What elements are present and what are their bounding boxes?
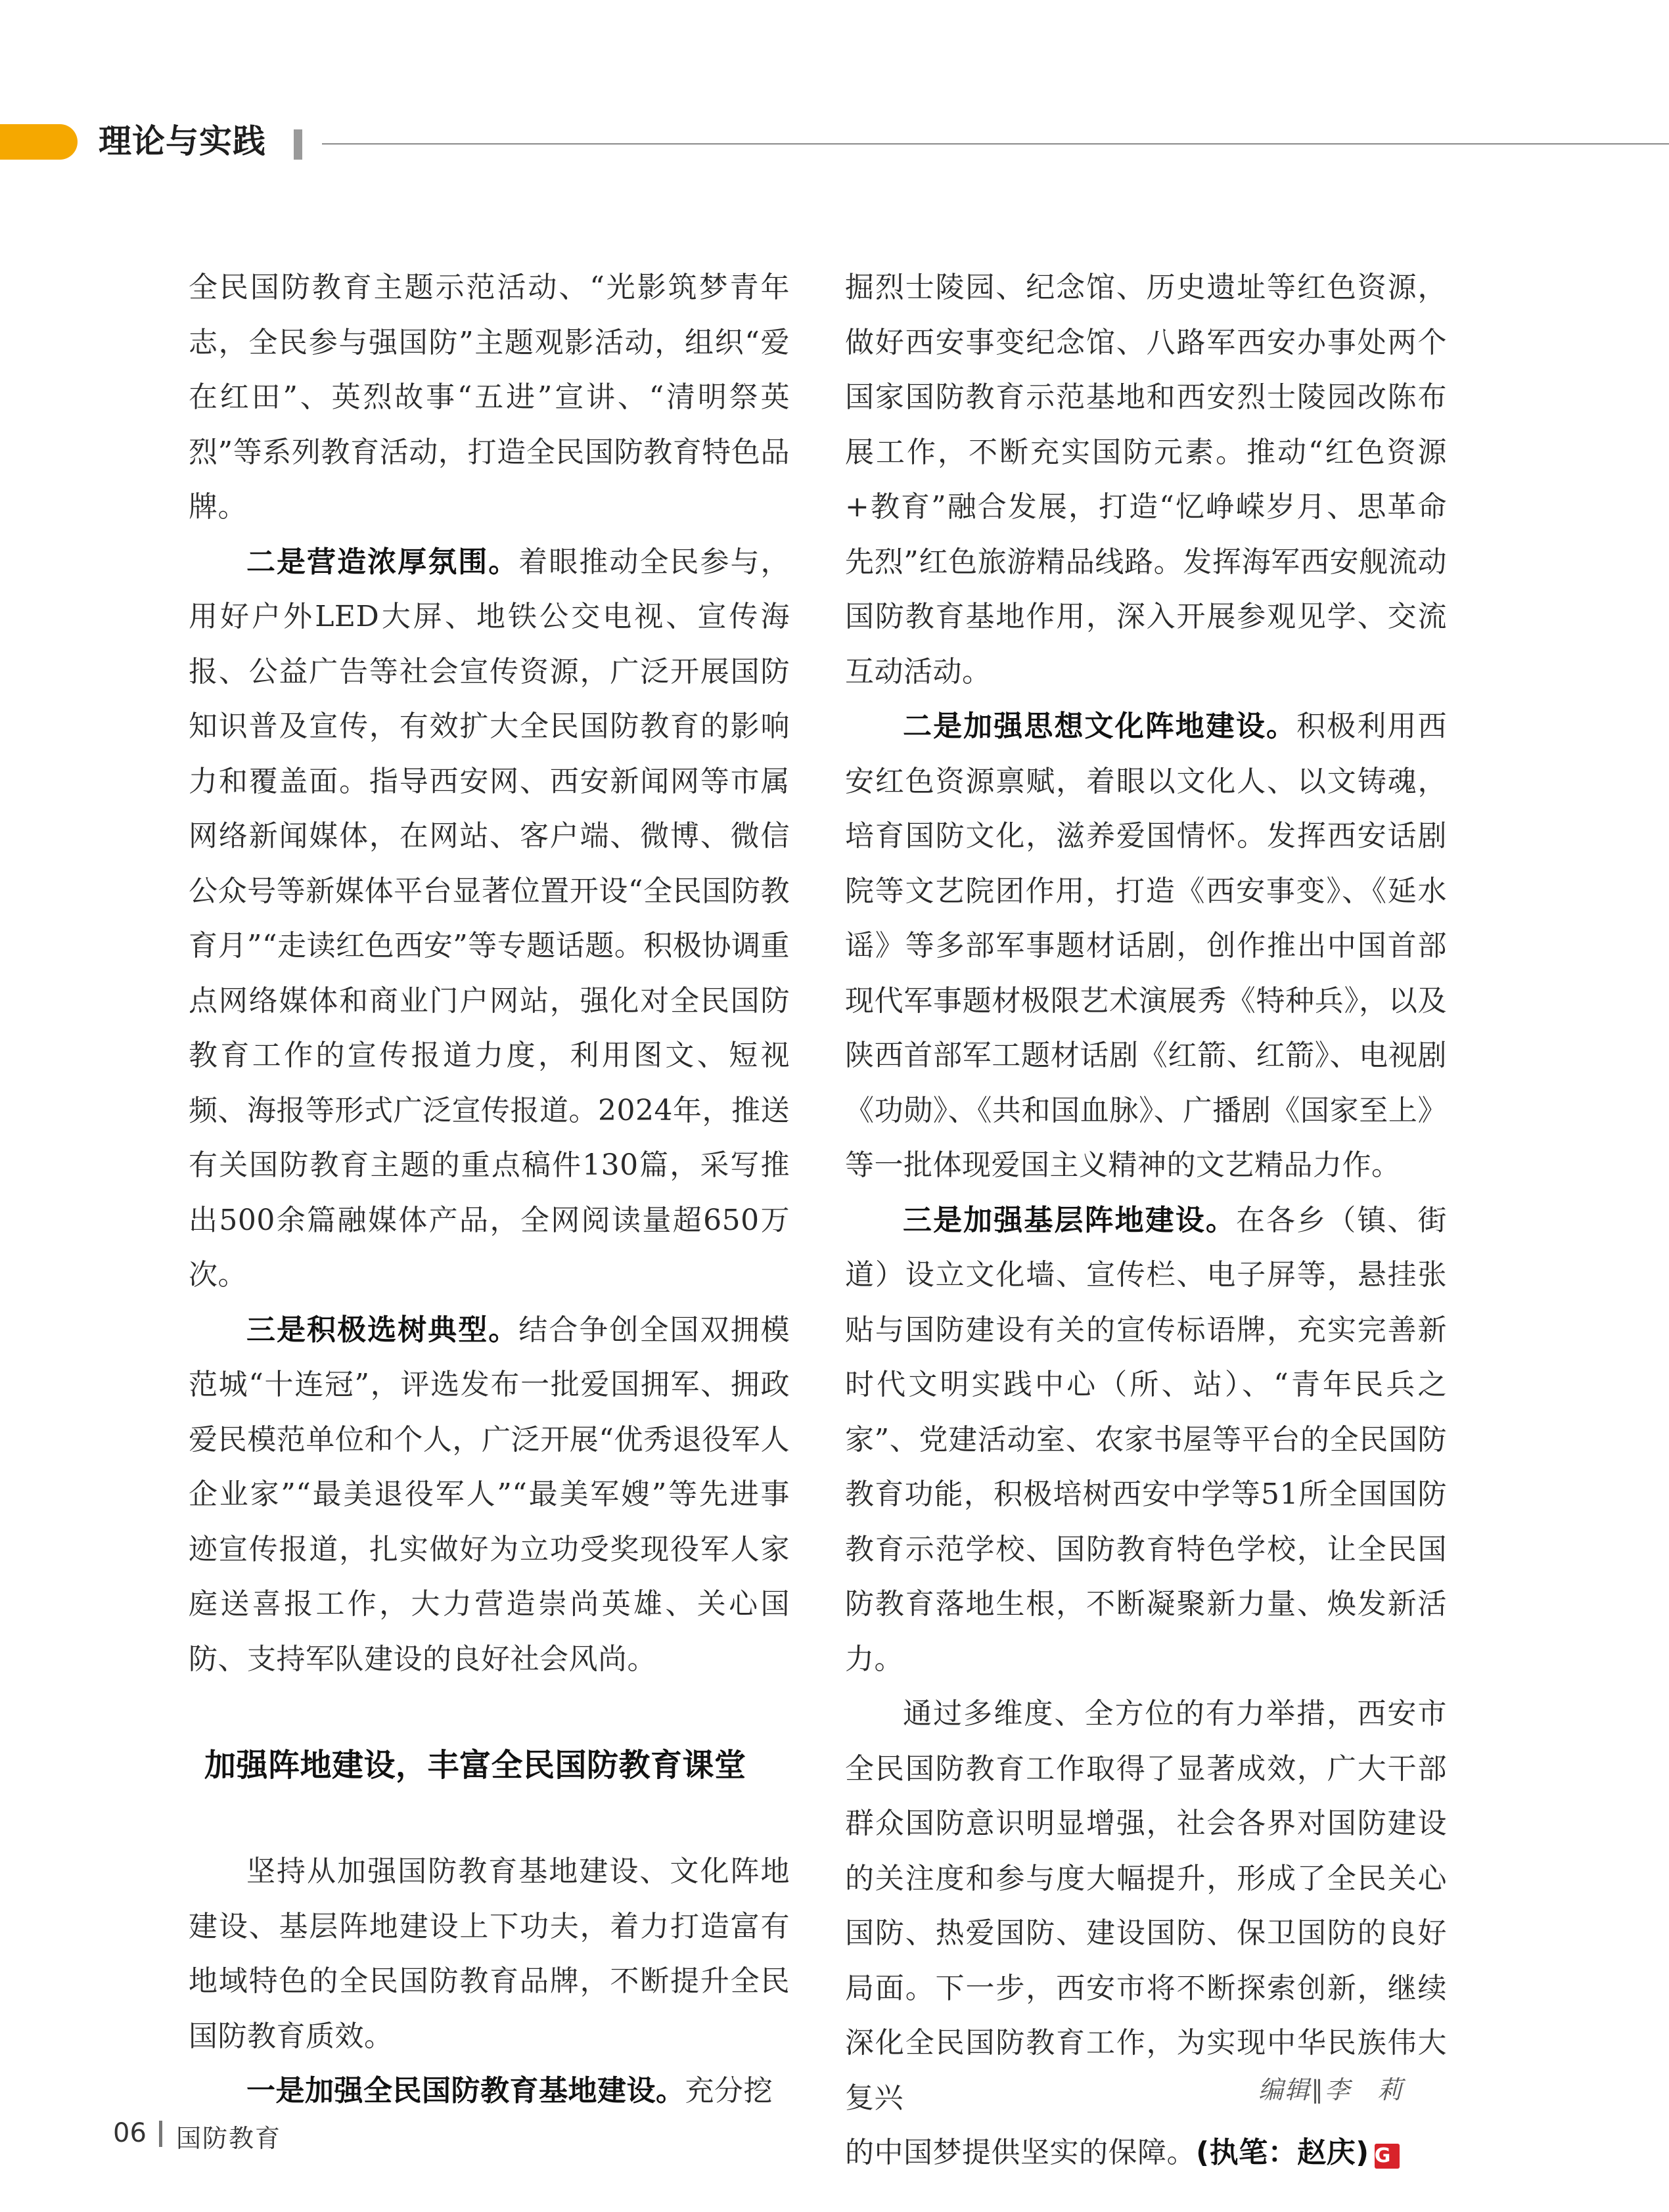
- paragraph-body: 充分挖: [685, 2074, 773, 2108]
- section-title: 理论与实践: [99, 122, 266, 160]
- paragraph-culture: [845, 699, 1447, 1193]
- article-end-icon: G: [1375, 2144, 1400, 2169]
- left-column: [189, 260, 790, 2119]
- author-byline: (执笔：赵庆): [1196, 2136, 1369, 2169]
- paragraph-lead: 二是营造浓厚氛围。: [246, 545, 519, 579]
- paragraph-base-construction: [189, 2064, 790, 2119]
- page-number: 06: [113, 2118, 147, 2148]
- paragraph-lead: 二是加强思想文化阵地建设。: [903, 710, 1297, 743]
- paragraph-intro: 坚持从加强国防教育基地建设、文化阵地建设、基层阵地建设上下功夫，着力打造富有地域特色的全民国防教育品牌，不断提升全民国防教育质效。: [189, 1855, 790, 2053]
- right-column: [845, 260, 1447, 2180]
- paragraph-conclusion-end: [845, 2125, 1447, 2180]
- paragraph-body: 结合争创全国双拥模范城“十连冠”，评选发布一批爱国拥军、拥政爱民模范单位和个人，广泛开展“优秀退役军人企业家”“最美退役军人”“最美军嫂”等先进事迹宣传报道，扎实做好为立功受奖现役军人家庭送喜报工作，大力营造崇尚英雄、关心国防、支持军队建设的良好社会风尚。: [189, 1313, 790, 1676]
- paragraph-role-models: [189, 1303, 790, 1687]
- header-divider-bar: [294, 129, 302, 160]
- paragraph-continued: 掘烈士陵园、纪念馆、历史遗址等红色资源，做好西安事变纪念馆、八路军西安办事处两个国家国防教育示范基地和西安烈士陵园改陈布展工作，不断充实国防元素。推动“红色资源+教育”融合发展，打造“忆峥嵘岁月、思革命先烈”红色旅游精品线路。发挥海军西安舰流动国防教育基地作用，深入开展参观见学、交流互动活动。: [845, 271, 1447, 688]
- paragraph-grassroots: [845, 1193, 1447, 1687]
- paragraph-lead: 三是积极选树典型。: [246, 1313, 519, 1347]
- section-tab-marker: [0, 124, 78, 160]
- header-rule: [322, 143, 1669, 145]
- paragraph-body: 在各乡（镇、街道）设立文化墙、宣传栏、电子屏等，悬挂张贴与国防建设有关的宣传标语牌，充实完善新时代文明实践中心（所、站）、“青年民兵之家”、党建活动室、农家书屋等平台的全民国防教育功能，积极培树西安中学等51所全国国防教育示范学校、国防教育特色学校，让全民国防教育落地生根，不断凝聚新力量、焕发新活力。: [845, 1203, 1448, 1676]
- paragraph-lead: 一是加强全民国防教育基地建设。: [246, 2074, 685, 2108]
- paragraph-body: 积极利用西安红色资源禀赋，着眼以文化人、以文铸魂，培育国防文化，滋养爱国情怀。发挥西安话剧院等文艺院团作用，打造《西安事变》、《延水谣》等多部军事题材话剧，创作推出中国首部现代军事题材极限艺术演展秀《特种兵》，以及陕西首部军工题材话剧《红箭、红箭》、电视剧《功勋》、《共和国血脉》、广播剧《国家至上》等一批体现爱国主义精神的文艺精品力作。: [845, 710, 1448, 1182]
- paragraph-atmosphere: [189, 535, 790, 1303]
- magazine-name: 国防教育: [176, 2124, 282, 2153]
- paragraph-body: 着眼推动全民参与，用好户外LED大屏、地铁公交电视、宣传海报、公益广告等社会宣传资源，广泛开展国防知识普及宣传，有效扩大全民国防教育的影响力和覆盖面。指导西安网、西安新闻网等市属网络新闻媒体，在网站、客户端、微博、微信公众号等新媒体平台显著位置开设“全民国防教育月”“走读红色西安”等专题话题。积极协调重点网络媒体和商业门户网站，强化对全民国防教育工作的宣传报道力度，利用图文、短视频、海报等形式广泛宣传报道。2024年，推送有关国防教育主题的重点稿件130篇，采写推出500余篇融媒体产品，全网阅读量超650万次。: [189, 545, 790, 1292]
- editor-credit: 编辑∥李 莉: [1258, 2075, 1404, 2104]
- footer-divider-bar: [159, 2121, 162, 2147]
- paragraph-body: 的中国梦提供坚实的保障。: [845, 2136, 1196, 2169]
- paragraph-continued: 全民国防教育主题示范活动、“光影筑梦青年志，全民参与强国防”主题观影活动，组织“爱在红田”、英烈故事“五进”宣讲、“清明祭英烈”等系列教育活动，打造全民国防教育特色品牌。: [189, 271, 790, 524]
- section-subheading: 加强阵地建设，丰富全民国防教育课堂: [204, 1747, 746, 1784]
- paragraph-conclusion: 通过多维度、全方位的有力举措，西安市全民国防教育工作取得了显著成效，广大干部群众国防意识明显增强，社会各界对国防建设的关注度和参与度大幅提升，形成了全民关心国防、热爱国防、建设国防、保卫国防的良好局面。下一步，西安市将不断探索创新，继续深化全民国防教育工作，为实现中华民族伟大复兴: [845, 1697, 1447, 2115]
- paragraph-lead: 三是加强基层阵地建设。: [903, 1203, 1236, 1237]
